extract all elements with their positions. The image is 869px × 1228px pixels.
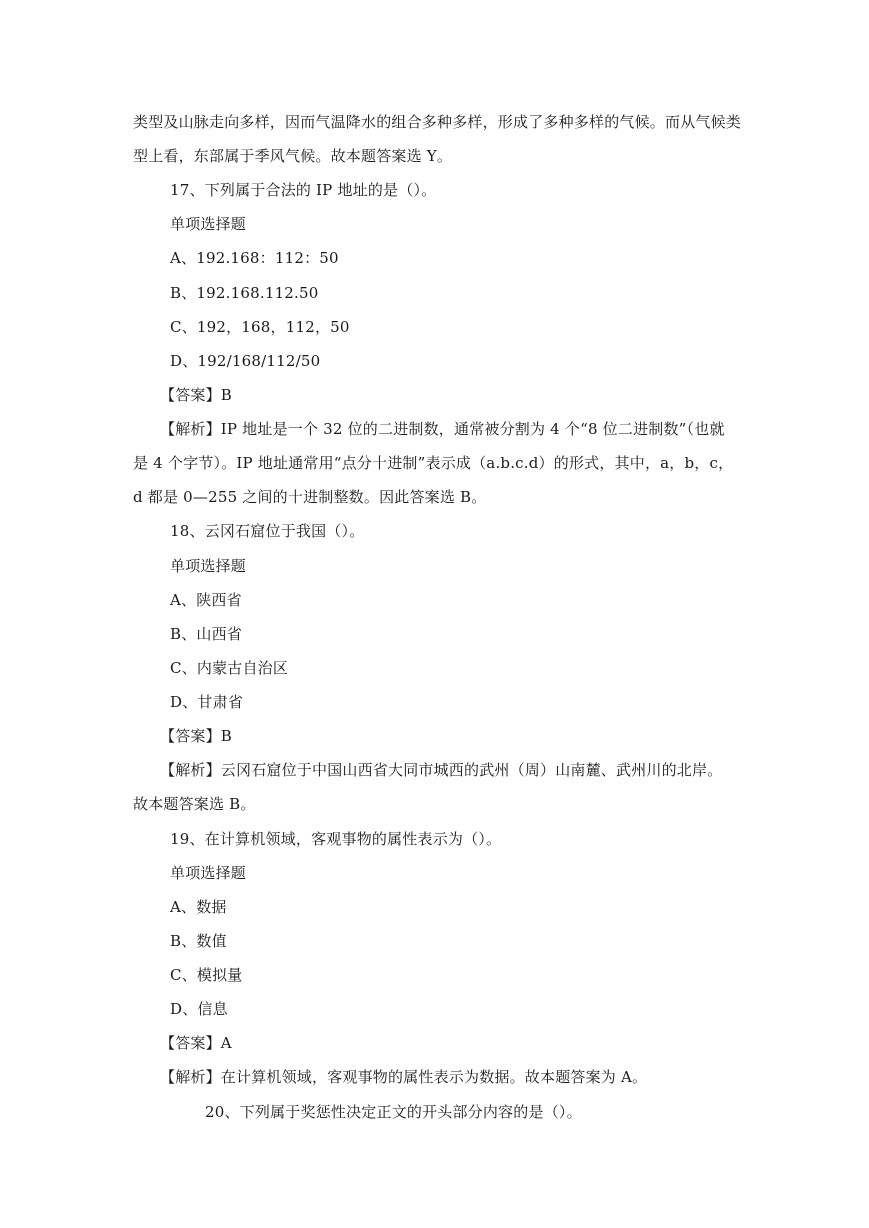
question-19-option-a: A、数据 (170, 898, 227, 916)
question-17-analysis-line-2: 是 4 个字节）。IP 地址通常用“点分十进制”表示成（a.b.c.d）的形式，其中，a，b，c， (133, 454, 734, 472)
question-17-option-d: D、192/168/112/50 (170, 352, 321, 370)
question-18-analysis-line-2: 故本题答案选 B。 (133, 795, 256, 813)
question-18-option-a: A、陕西省 (170, 591, 242, 609)
question-19-analysis-line-1: 【解析】在计算机领域，客观事物的属性表示为数据。故本题答案为 A。 (160, 1068, 648, 1086)
question-18-option-c: C、内蒙古自治区 (170, 659, 289, 677)
question-17-option-b: B、192.168.112.50 (170, 284, 319, 302)
question-19-option-c: C、模拟量 (170, 966, 243, 984)
question-19-option-b: B、数值 (170, 932, 227, 950)
question-17-analysis-line-3: d 都是 0—255 之间的十进制整数。因此答案选 B。 (133, 488, 487, 506)
question-17-analysis-line-1: 【解析】IP 地址是一个 32 位的二进制数，通常被分割为 4 个“8 位二进制数”（也就 (160, 420, 725, 438)
question-17-type: 单项选择题 (170, 215, 247, 233)
question-17-option-c: C、192，168，112，50 (170, 318, 350, 336)
question-19-text: 19、在计算机领域，客观事物的属性表示为（）。 (170, 830, 502, 848)
question-18-option-b: B、山西省 (170, 625, 243, 643)
question-18-answer: 【答案】B (160, 727, 233, 745)
question-18-type: 单项选择题 (170, 557, 247, 575)
question-18-text: 18、云冈石窟位于我国（）。 (170, 522, 365, 540)
question-18-analysis-line-1: 【解析】云冈石窟位于中国山西省大同市城西的武州（周）山南麓、武州川的北岸。 (160, 761, 723, 779)
question-17-text: 17、下列属于合法的 IP 地址的是（）。 (170, 181, 437, 199)
question-17-answer: 【答案】B (160, 386, 233, 404)
paragraph-continuation-line-2: 型上看，东部属于季风气候。故本题答案选 Y。 (133, 147, 453, 165)
question-19-answer: 【答案】A (160, 1034, 232, 1052)
question-17-option-a: A、192.168：112：50 (170, 249, 339, 267)
question-18-option-d: D、甘肃省 (170, 693, 244, 711)
question-19-option-d: D、信息 (170, 1000, 228, 1018)
paragraph-continuation-line-1: 类型及山脉走向多样，因而气温降水的组合多种多样，形成了多种多样的气候。而从气候类 (133, 113, 742, 131)
question-20-text: 20、下列属于奖惩性决定正文的开头部分内容的是（）。 (205, 1103, 582, 1121)
question-19-type: 单项选择题 (170, 864, 247, 882)
